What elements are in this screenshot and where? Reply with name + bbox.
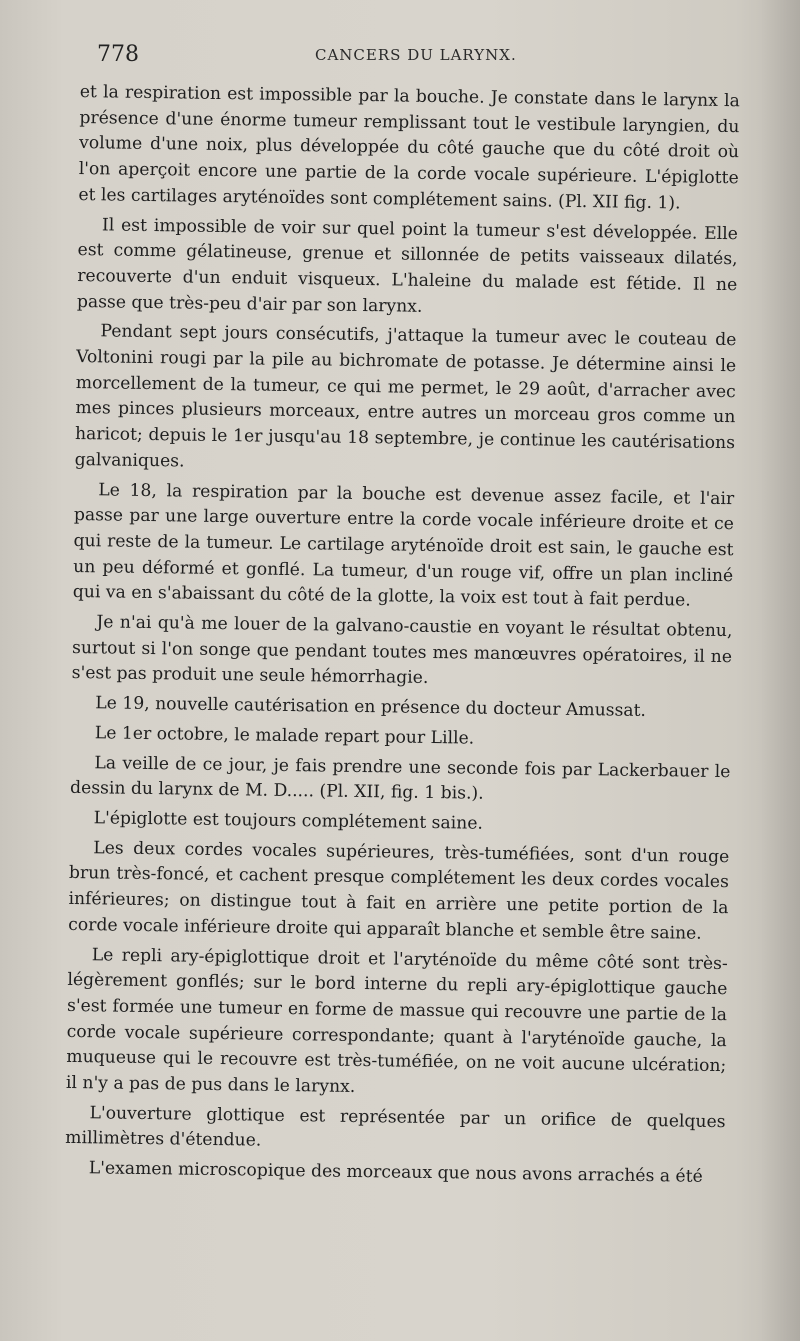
body-text bbox=[65, 80, 740, 1195]
paragraph: Le 1er octobre, le malade repart pour Lille. bbox=[94, 723, 475, 749]
page-edge-shadow bbox=[760, 0, 800, 1341]
paragraph: L'épiglotte est toujours complétement saine. bbox=[93, 808, 484, 834]
paragraph: Les deux cordes vocales supérieures, très-tuméfiées, sont d'un rouge brun très-foncé, et cachent presque complétement les deux cordes vocales inférieures; on distingue tout à fait en arrière une petite portion de la corde vocale inférieure droite qui apparaît blanche et semble être saine. bbox=[68, 837, 730, 944]
paragraph: Il est impossible de voir sur quel point la tumeur s'est développée. Elle est comme gélatineuse, grenue et sillonnée de petits vaisseaux dilatés, recouverte d'un enduit visqueux. L'haleine du malade est fétide. Il ne passe que très-peu d'air par son larynx. bbox=[76, 214, 739, 317]
page-header bbox=[97, 42, 737, 72]
running-title: CANCERS DU LARYNX. bbox=[315, 46, 517, 64]
paragraph: Je n'ai qu'à me louer de la galvano-caustie en voyant le résultat obtenu, surtout si l'on songe que pendant toutes mes manœuvres opératoires, il ne s'est pas produit une seule hémorrhagie. bbox=[71, 612, 733, 689]
paragraph: La veille de ce jour, je fais prendre une seconde fois par Lackerbauer le dessin du larynx de M. D..... (Pl. XII, fig. 1 bis.). bbox=[69, 752, 731, 804]
paragraph: Pendant sept jours consécutifs, j'attaque la tumeur avec le couteau de Voltonini rougi par la pile au bichromate de potasse. Je détermine ainsi le morcellement de la tumeur, ce qui me permet, le 29 août, d'arracher avec mes pinces plusieurs morceaux, entre autres un morceau gros comme un haricot; depuis le 1er jusqu'au 18 septembre, je continue les cautérisations galvaniques. bbox=[74, 321, 737, 472]
paragraph: Le 19, nouvelle cautérisation en présence du docteur Amussat. bbox=[95, 693, 647, 722]
page-number: 778 bbox=[97, 42, 139, 67]
paragraph: et la respiration est impossible par la bouche. Je constate dans le larynx la présence d'une énorme tumeur remplissant tout le vestibule laryngien, du volume d'une noix, plus développée du côté gauche que du côté droit où l'on aperçoit encore une partie de la corde vocale supérieure. L'épiglotte et les cartilages aryténoïdes sont complétement sains. (Pl. XII fig. 1). bbox=[78, 81, 740, 214]
paragraph: Le 18, la respiration par la bouche est devenue assez facile, et l'air passe par une large ouverture entre la corde vocale inférieure droite et ce qui reste de la tumeur. Le cartilage aryténoïde droit est sain, le gauche est un peu déformé et gonflé. La tumeur, d'un rouge vif, offre un plan incliné qui va en s'abaissant du côté de la glotte, la voix est tout à fait perdue. bbox=[72, 479, 735, 611]
paragraph: Le repli ary-épiglottique droit et l'aryténoïde du même côté sont très-légèrement gonflés; sur le bord interne du repli ary-épiglottique gauche s'est formée une tumeur en forme de massue qui recouvre une partie de la corde vocale supérieure correspondante; quant à l'aryténoïde gauche, la muqueuse qui le recouvre est très-tuméfiée, on ne voit aucune ulcération; il n'y a pas de pus dans le larynx. bbox=[65, 944, 728, 1097]
paragraph: L'ouverture glottique est représentée par un orifice de quelques millimètres d'étendue. bbox=[65, 1102, 726, 1152]
paragraph: L'examen microscopique des morceaux que nous avons arrachés a été bbox=[88, 1158, 703, 1187]
